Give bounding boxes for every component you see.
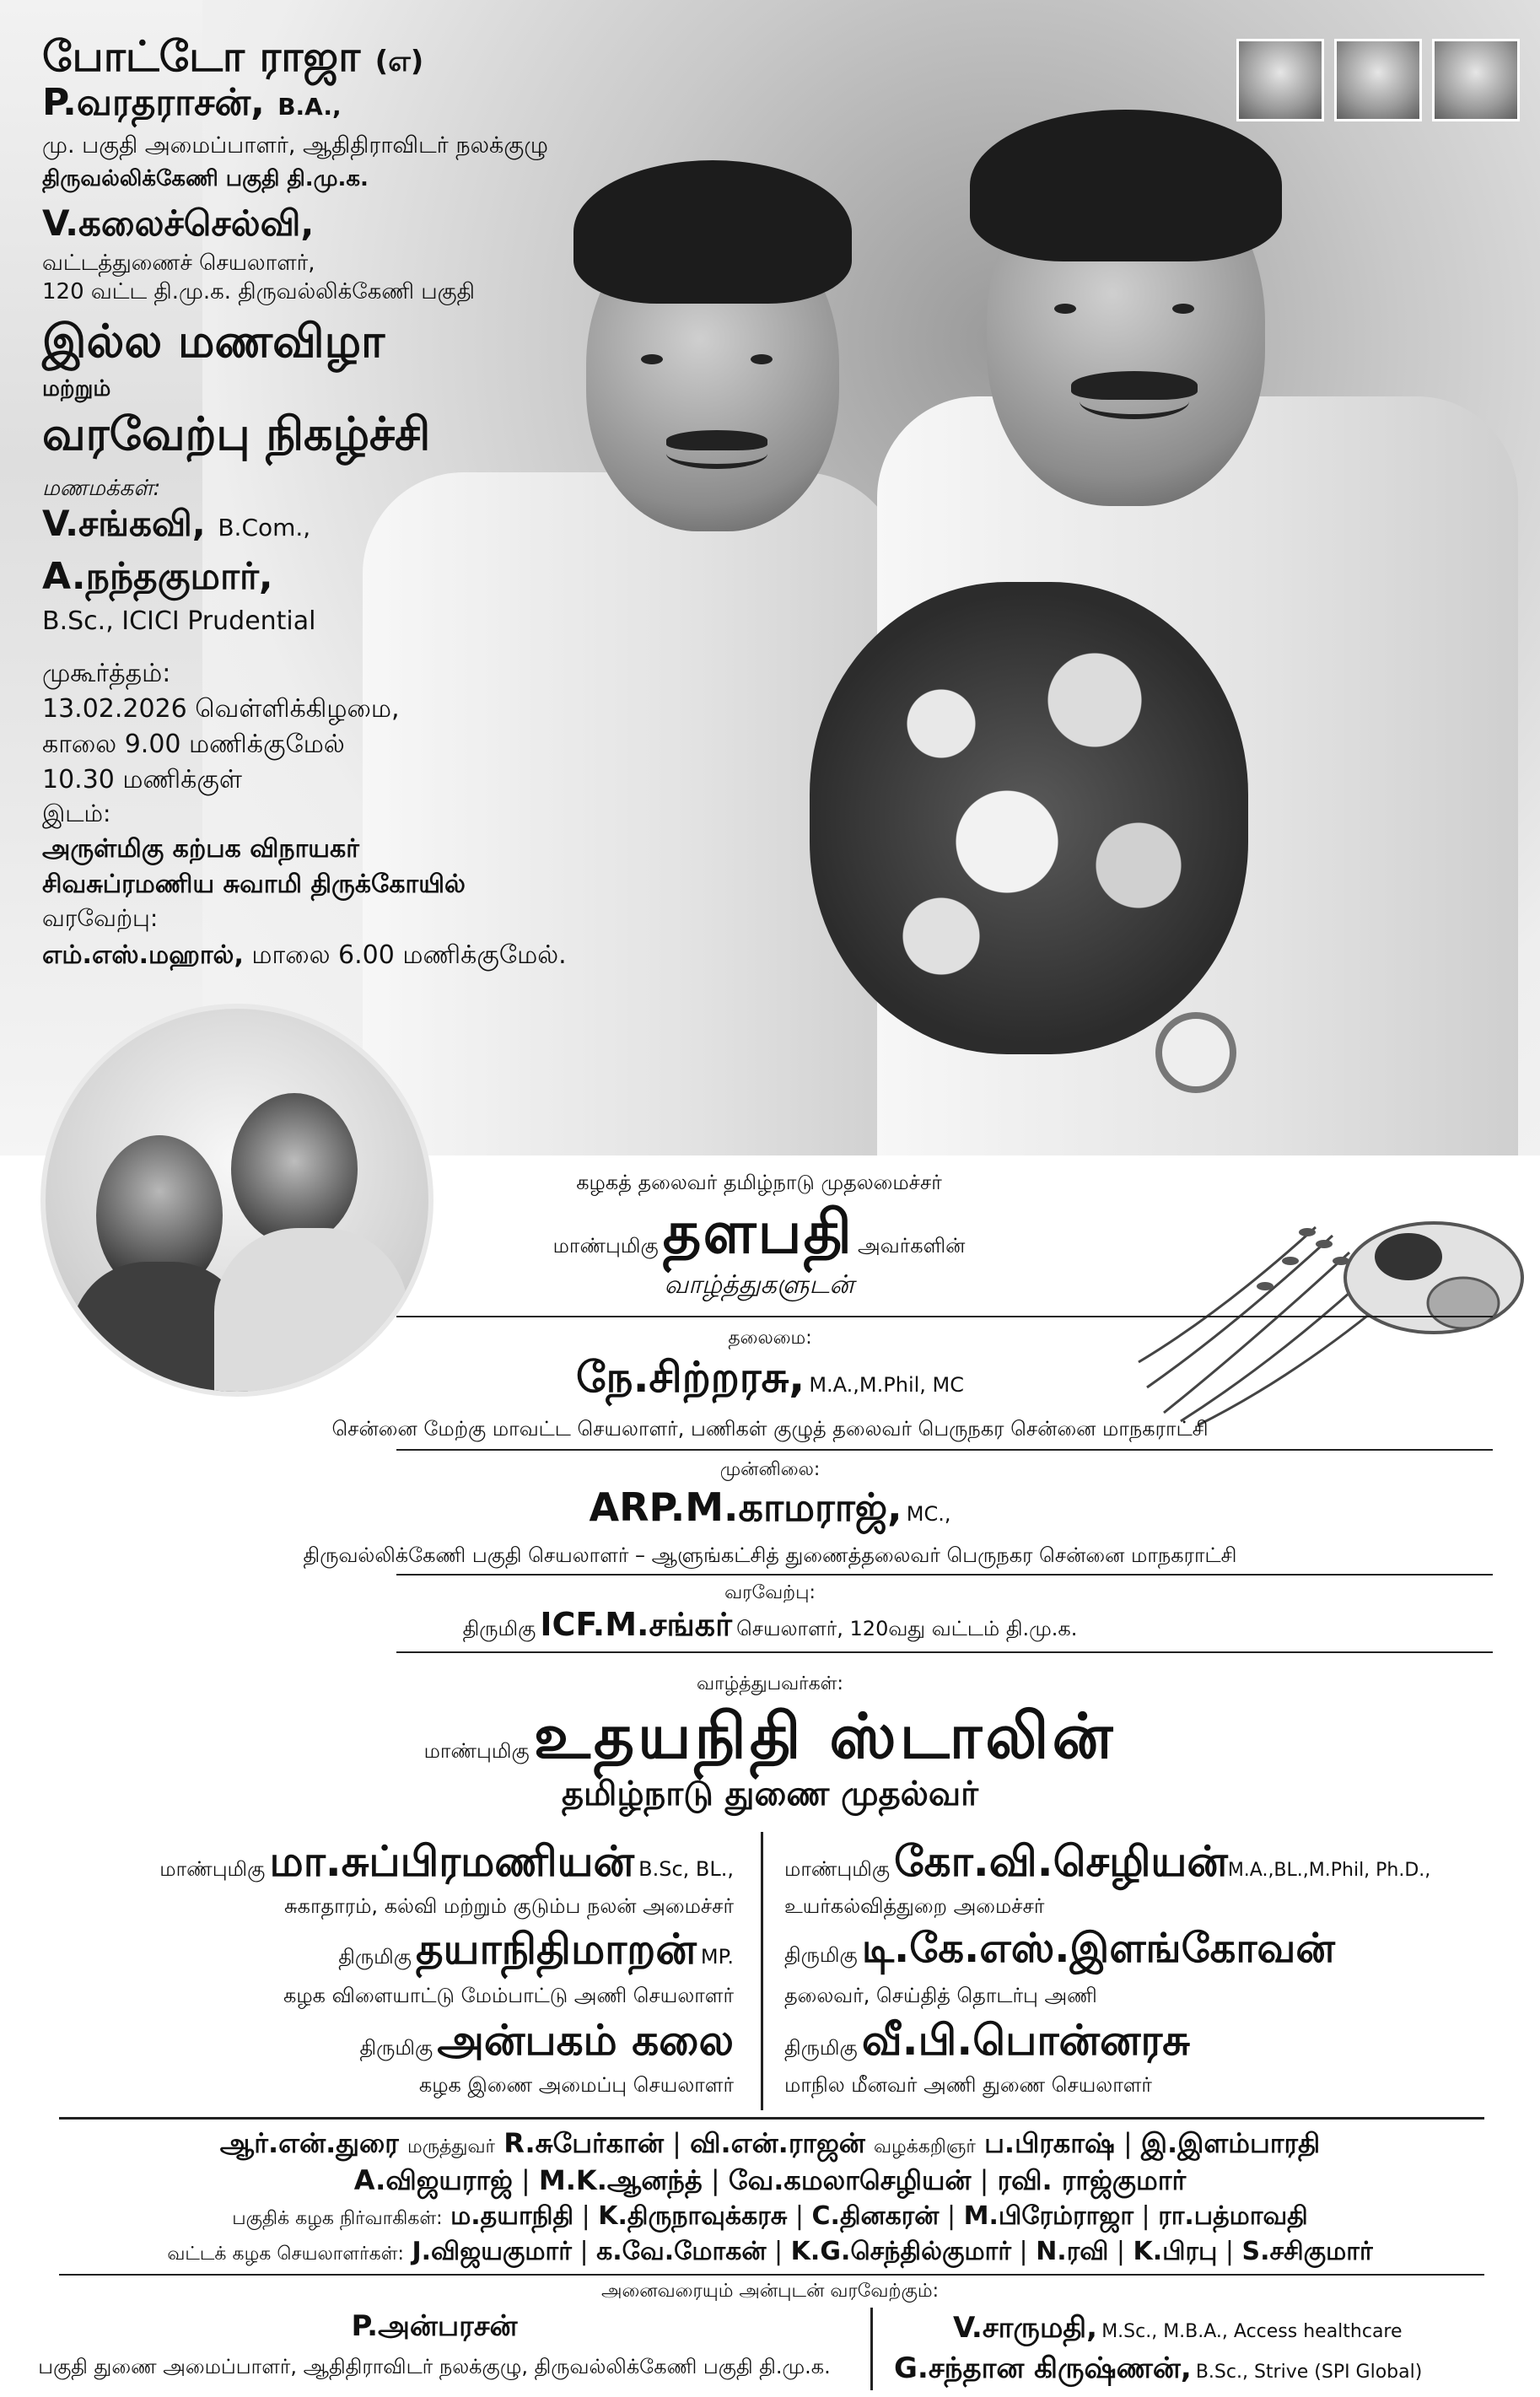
- host-nickname: போட்டோ ராஜா (எ): [42, 32, 424, 81]
- divider: [59, 2117, 1484, 2120]
- others-row-1: ஆர்.என்.துரை மருத்துவர் R.சுபேர்கான் | வி.என்.ராஜன் வழக்கறிஞர் ப.பிரகாஷ் | இ.இளம்பாரதி: [219, 2127, 1321, 2159]
- footer-right-1: V.சாருமதி, M.Sc., M.B.A., Access healthcare: [953, 2311, 1403, 2345]
- event-title-wedding: இல்ல மணவிழா: [42, 315, 385, 368]
- venue-line2: சிவசுப்ரமணிய சுவாமி திருக்கோயில்: [42, 870, 466, 899]
- felicitator-left-3: திருமிகு அன்பகம் கலை: [359, 2016, 734, 2065]
- blessing-line1: கழகத் தலைவர் தமிழ்நாடு முதலமைச்சர்: [576, 1171, 942, 1194]
- groom-name: A.நந்தகுமார்,: [42, 555, 273, 598]
- groom-degree: B.Sc., ICICI Prudential: [42, 606, 316, 636]
- blessing-name-line: மாண்புமிகு தளபதி அவர்களின்: [552, 1198, 966, 1267]
- reception-label: வரவேற்பு:: [42, 904, 159, 932]
- host-father-role2: திருவல்லிக்கேணி பகுதி தி.மு.க.: [42, 166, 369, 191]
- host-father-role1: மு. பகுதி அமைப்பாளர், ஆதிதிராவிடர் நலக்குழு: [42, 132, 549, 159]
- presence-role: திருவல்லிக்கேணி பகுதி செயலாளர் – ஆளுங்கட்சித் துணைத்தலைவர் பெருநகர சென்னை மாநகராட்சி: [303, 1543, 1237, 1567]
- leader-portrait-2: [1334, 39, 1422, 121]
- host-mother-role2: 120 வட்ட தி.மு.க. திருவல்லிக்கேணி பகுதி: [42, 279, 475, 304]
- event-title-reception: வரவேற்பு நிகழ்ச்சி: [42, 407, 431, 461]
- felicitator-right-1-role: உயர்கல்வித்துறை அமைச்சர்: [784, 1894, 1045, 1918]
- divider: [396, 1574, 1493, 1576]
- event-time-start: காலை 9.00 மணிக்குமேல்: [42, 730, 345, 759]
- divider: [396, 1316, 1493, 1317]
- felicitator-left-3-role: கழக இணை அமைப்பு செயலாளர்: [418, 2073, 734, 2097]
- felicitator-left-2: திருமிகு தயாநிதிமாறன் MP.: [338, 1925, 734, 1974]
- presence-name-line: ARP.M.காமராஜ், MC.,: [589, 1484, 951, 1530]
- divider: [396, 1449, 1493, 1451]
- footer-label: அனைவரையும் அன்புடன் வரவேற்கும்:: [601, 2281, 939, 2302]
- felicitator-left-2-role: கழக விளையாட்டு மேம்பாட்டு அணி செயலாளர்: [283, 1984, 734, 2007]
- main-felicitator-role: தமிழ்நாடு துணை முதல்வர்: [561, 1775, 979, 1813]
- host-mother-role1: வட்டத்துணைச் செயலாளர்,: [42, 250, 315, 276]
- footer-right-2: G.சந்தான கிருஷ்ணன், B.Sc., Strive (SPI Global): [894, 2351, 1423, 2385]
- event-date: 13.02.2026 வெள்ளிக்கிழமை,: [42, 694, 400, 724]
- welcome-line: திருமிகு ICF.M.சங்கர் செயலாளர், 120வது வட்டம் தி.மு.க.: [462, 1606, 1078, 1643]
- felicitator-left-1-role: சுகாதாரம், கல்வி மற்றும் குடும்ப நலன் அமைச்சர்: [284, 1894, 734, 1918]
- bride-name: V.சங்கவி, B.Com.,: [42, 503, 311, 544]
- divider: [59, 2274, 1484, 2276]
- felicitator-right-2-role: தலைவர், செய்தித் தொடர்பு அணி: [784, 1984, 1097, 2007]
- wristwatch-icon: [1155, 1012, 1236, 1093]
- reception-details: எம்.எஸ்.மஹால், மாலை 6.00 மணிக்குமேல்.: [42, 940, 567, 970]
- others-row-2: A.விஜயராஜ் | M.K.ஆனந்த் | வே.கமலாசெழியன் | ரவி. ராஜ்குமார்: [353, 2164, 1187, 2196]
- blessing-line3: வாழ்த்துகளுடன்: [664, 1270, 854, 1300]
- welcome-label: வரவேற்பு:: [724, 1582, 816, 1603]
- felicitator-right-1: மாண்புமிகு கோ.வி.செழியன்M.A.,BL.,M.Phil, Ph.D.,: [784, 1837, 1431, 1886]
- presiding-name-line: நே.சிற்றரசு, M.A.,M.Phil, MC: [575, 1353, 964, 1402]
- couple-label: மணமக்கள்:: [42, 476, 161, 501]
- host-mother-name: V.கலைச்செல்வி,: [42, 202, 315, 244]
- presiding-role: சென்னை மேற்கு மாவட்ட செயலாளர், பணிகள் குழுத் தலைவர் பெருநகர சென்னை மாநகராட்சி: [331, 1417, 1209, 1441]
- leader-portrait-3: [1432, 39, 1520, 121]
- muhurtham-label: முகூர்த்தம்:: [42, 659, 171, 688]
- column-divider: [761, 1832, 763, 2110]
- flower-bouquet: [810, 582, 1248, 1054]
- host-father-name: P.வரதராசன், B.A.,: [42, 81, 342, 124]
- main-felicitator-line: மாண்புமிகு உதயநிதி ஸ்டாலின்: [423, 1700, 1117, 1773]
- footer-left-name: P.அன்பரசன்: [351, 2309, 518, 2343]
- leader-portrait-1: [1236, 39, 1324, 121]
- felicitator-right-2: திருமிகு டி.கே.எஸ்.இளங்கோவன்: [784, 1925, 1335, 1972]
- presence-label: முன்னிலை:: [719, 1459, 821, 1480]
- felicitator-right-3: திருமிகு வீ.பி.பொன்னரசு: [784, 2016, 1190, 2065]
- divider: [396, 1651, 1493, 1653]
- footer-left-role: பகுதி துணை அமைப்பாளர், ஆதிதிராவிடர் நலக்குழு, திருவல்லிக்கேணி பகுதி தி.மு.க.: [38, 2355, 831, 2378]
- venue-line1: அருள்மிகு கற்பக விநாயகர்: [42, 834, 359, 864]
- event-and: மற்றும்: [42, 376, 111, 401]
- others-row-4: வட்டக் கழக செயலாளர்கள்: J.விஜயகுமார் | க.வே.மோகன் | K.G.செந்தில்குமார் | N.ரவி | K.பிரபு | S.சசிகுமார்: [167, 2237, 1373, 2266]
- others-row-3: பகுதிக் கழக நிர்வாகிகள்: ம.தயாநிதி | K.திருநாவுக்கரசு | C.தினகரன் | M.பிரேம்ராஜா | ரா.பத்மாவதி: [232, 2201, 1308, 2231]
- felicitator-right-3-role: மாநில மீனவர் அணி துணை செயலாளர்: [784, 2073, 1152, 2097]
- event-time-end: 10.30 மணிக்குள்: [42, 765, 242, 795]
- column-divider: [870, 2308, 873, 2390]
- felicitators-label: வாழ்த்துபவர்கள்:: [697, 1673, 843, 1694]
- venue-label: இடம்:: [42, 800, 111, 827]
- presiding-label: தலைமை:: [728, 1328, 812, 1349]
- thalapathy-title: தளபதி: [662, 1198, 853, 1267]
- felicitator-left-1: மாண்புமிகு மா.சுப்பிரமணியன் B.Sc, BL.,: [159, 1837, 734, 1886]
